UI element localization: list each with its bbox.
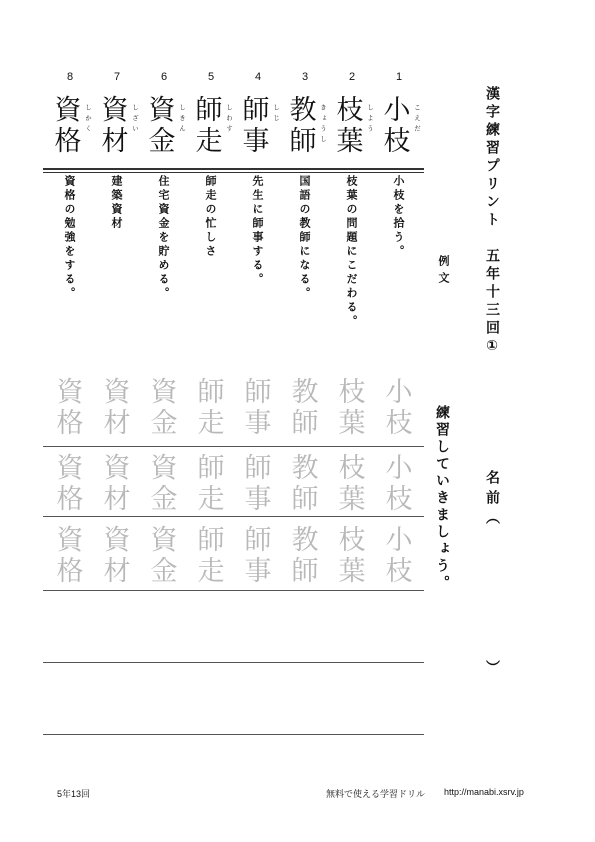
trace-cell[interactable]: 資 材 <box>103 453 131 515</box>
name-field-close: ） <box>484 660 500 674</box>
trace-cell[interactable]: 小 枝 <box>385 525 413 587</box>
kanji-char: 走 <box>195 126 223 157</box>
kanji-char: 金 <box>148 126 176 157</box>
furigana: しよう <box>366 104 374 136</box>
name-label[interactable]: 名前（ <box>484 470 500 530</box>
row-divider <box>43 446 424 447</box>
kanji-char: 格 <box>54 126 82 157</box>
example-sentence-8: 資格の勉強をする。 <box>63 175 76 301</box>
trace-cell[interactable]: 資 材 <box>103 377 131 439</box>
kanji-char: 教 <box>289 95 317 126</box>
kanji-char: 小 <box>383 95 411 126</box>
example-sentence-5: 師走の忙しさ <box>204 175 217 259</box>
trace-cell[interactable]: 枝 葉 <box>338 525 366 587</box>
kanji-word-7 <box>96 96 142 162</box>
furigana: きょうし <box>319 104 327 146</box>
kanji-word-4 <box>237 96 283 162</box>
trace-cell[interactable]: 教 師 <box>291 377 319 439</box>
kanji-char: 事 <box>242 126 270 157</box>
furigana: しきん <box>178 104 186 136</box>
trace-cell[interactable]: 教 師 <box>291 453 319 515</box>
row-divider <box>43 734 424 735</box>
kanji-char: 師 <box>289 126 317 157</box>
item-number-3: 3 <box>301 71 309 83</box>
example-label: 例文 <box>437 255 450 289</box>
kanji-char: 資 <box>148 95 176 126</box>
item-number-6: 6 <box>160 71 168 83</box>
header-rule-thin <box>43 172 424 173</box>
trace-cell[interactable]: 資 金 <box>150 525 178 587</box>
kanji-word-1 <box>378 96 424 162</box>
kanji-char: 材 <box>101 126 129 157</box>
trace-cell[interactable]: 資 格 <box>56 453 84 515</box>
kanji-word-6 <box>143 96 189 162</box>
trace-cell[interactable]: 小 枝 <box>385 377 413 439</box>
trace-cell[interactable]: 師 事 <box>244 377 272 439</box>
furigana: こえだ <box>413 104 421 136</box>
trace-cell[interactable]: 師 走 <box>197 377 225 439</box>
footer-url-link[interactable]: http://manabi.xsrv.jp <box>444 787 524 797</box>
example-sentence-6: 住宅資金を貯める。 <box>157 175 170 301</box>
kanji-word-5 <box>190 96 236 162</box>
furigana: しかく <box>84 104 92 136</box>
trace-cell[interactable]: 師 事 <box>244 525 272 587</box>
kanji-char: 資 <box>101 95 129 126</box>
kanji-char: 枝 <box>336 95 364 126</box>
example-sentence-3: 国語の教師になる。 <box>298 175 311 301</box>
trace-cell[interactable]: 教 師 <box>291 525 319 587</box>
furigana: しざい <box>131 104 139 136</box>
trace-cell[interactable]: 師 走 <box>197 453 225 515</box>
furigana: しじ <box>272 104 280 125</box>
row-divider <box>43 662 424 663</box>
example-sentence-2: 枝葉の問題にこだわる。 <box>345 175 358 329</box>
row-divider <box>43 516 424 517</box>
footer-lesson: 5年13回 <box>57 789 91 799</box>
kanji-word-2 <box>331 96 377 162</box>
kanji-word-8 <box>49 96 95 162</box>
trace-cell[interactable]: 小 枝 <box>385 453 413 515</box>
header-rule <box>43 168 424 170</box>
page-title: 漢字練習プリント 五年十三回① <box>484 86 500 358</box>
row-divider <box>43 590 424 591</box>
item-number-8: 8 <box>66 71 74 83</box>
trace-cell[interactable]: 枝 葉 <box>338 453 366 515</box>
footer-site-name: 無料で使える学習ドリル <box>326 789 426 799</box>
trace-cell[interactable]: 資 格 <box>56 525 84 587</box>
kanji-word-3 <box>284 96 330 162</box>
kanji-char: 葉 <box>336 126 364 157</box>
trace-cell[interactable]: 師 走 <box>197 525 225 587</box>
item-number-7: 7 <box>113 71 121 83</box>
kanji-char: 師 <box>195 95 223 126</box>
item-number-2: 2 <box>348 71 356 83</box>
item-number-5: 5 <box>207 71 215 83</box>
item-number-4: 4 <box>254 71 262 83</box>
example-sentence-4: 先生に師事する。 <box>251 175 264 287</box>
trace-cell[interactable]: 師 事 <box>244 453 272 515</box>
item-number-1: 1 <box>395 71 403 83</box>
furigana: しわす <box>225 104 233 136</box>
kanji-char: 枝 <box>383 126 411 157</box>
trace-cell[interactable]: 資 格 <box>56 377 84 439</box>
trace-cell[interactable]: 資 金 <box>150 453 178 515</box>
practice-label: 練習していきましょう。 <box>434 405 450 592</box>
trace-cell[interactable]: 資 金 <box>150 377 178 439</box>
kanji-char: 資 <box>54 95 82 126</box>
example-sentence-7: 建築資材 <box>110 175 123 231</box>
example-sentence-1: 小枝を拾う。 <box>392 175 405 259</box>
trace-cell[interactable]: 枝 葉 <box>338 377 366 439</box>
trace-cell[interactable]: 資 材 <box>103 525 131 587</box>
kanji-char: 師 <box>242 95 270 126</box>
